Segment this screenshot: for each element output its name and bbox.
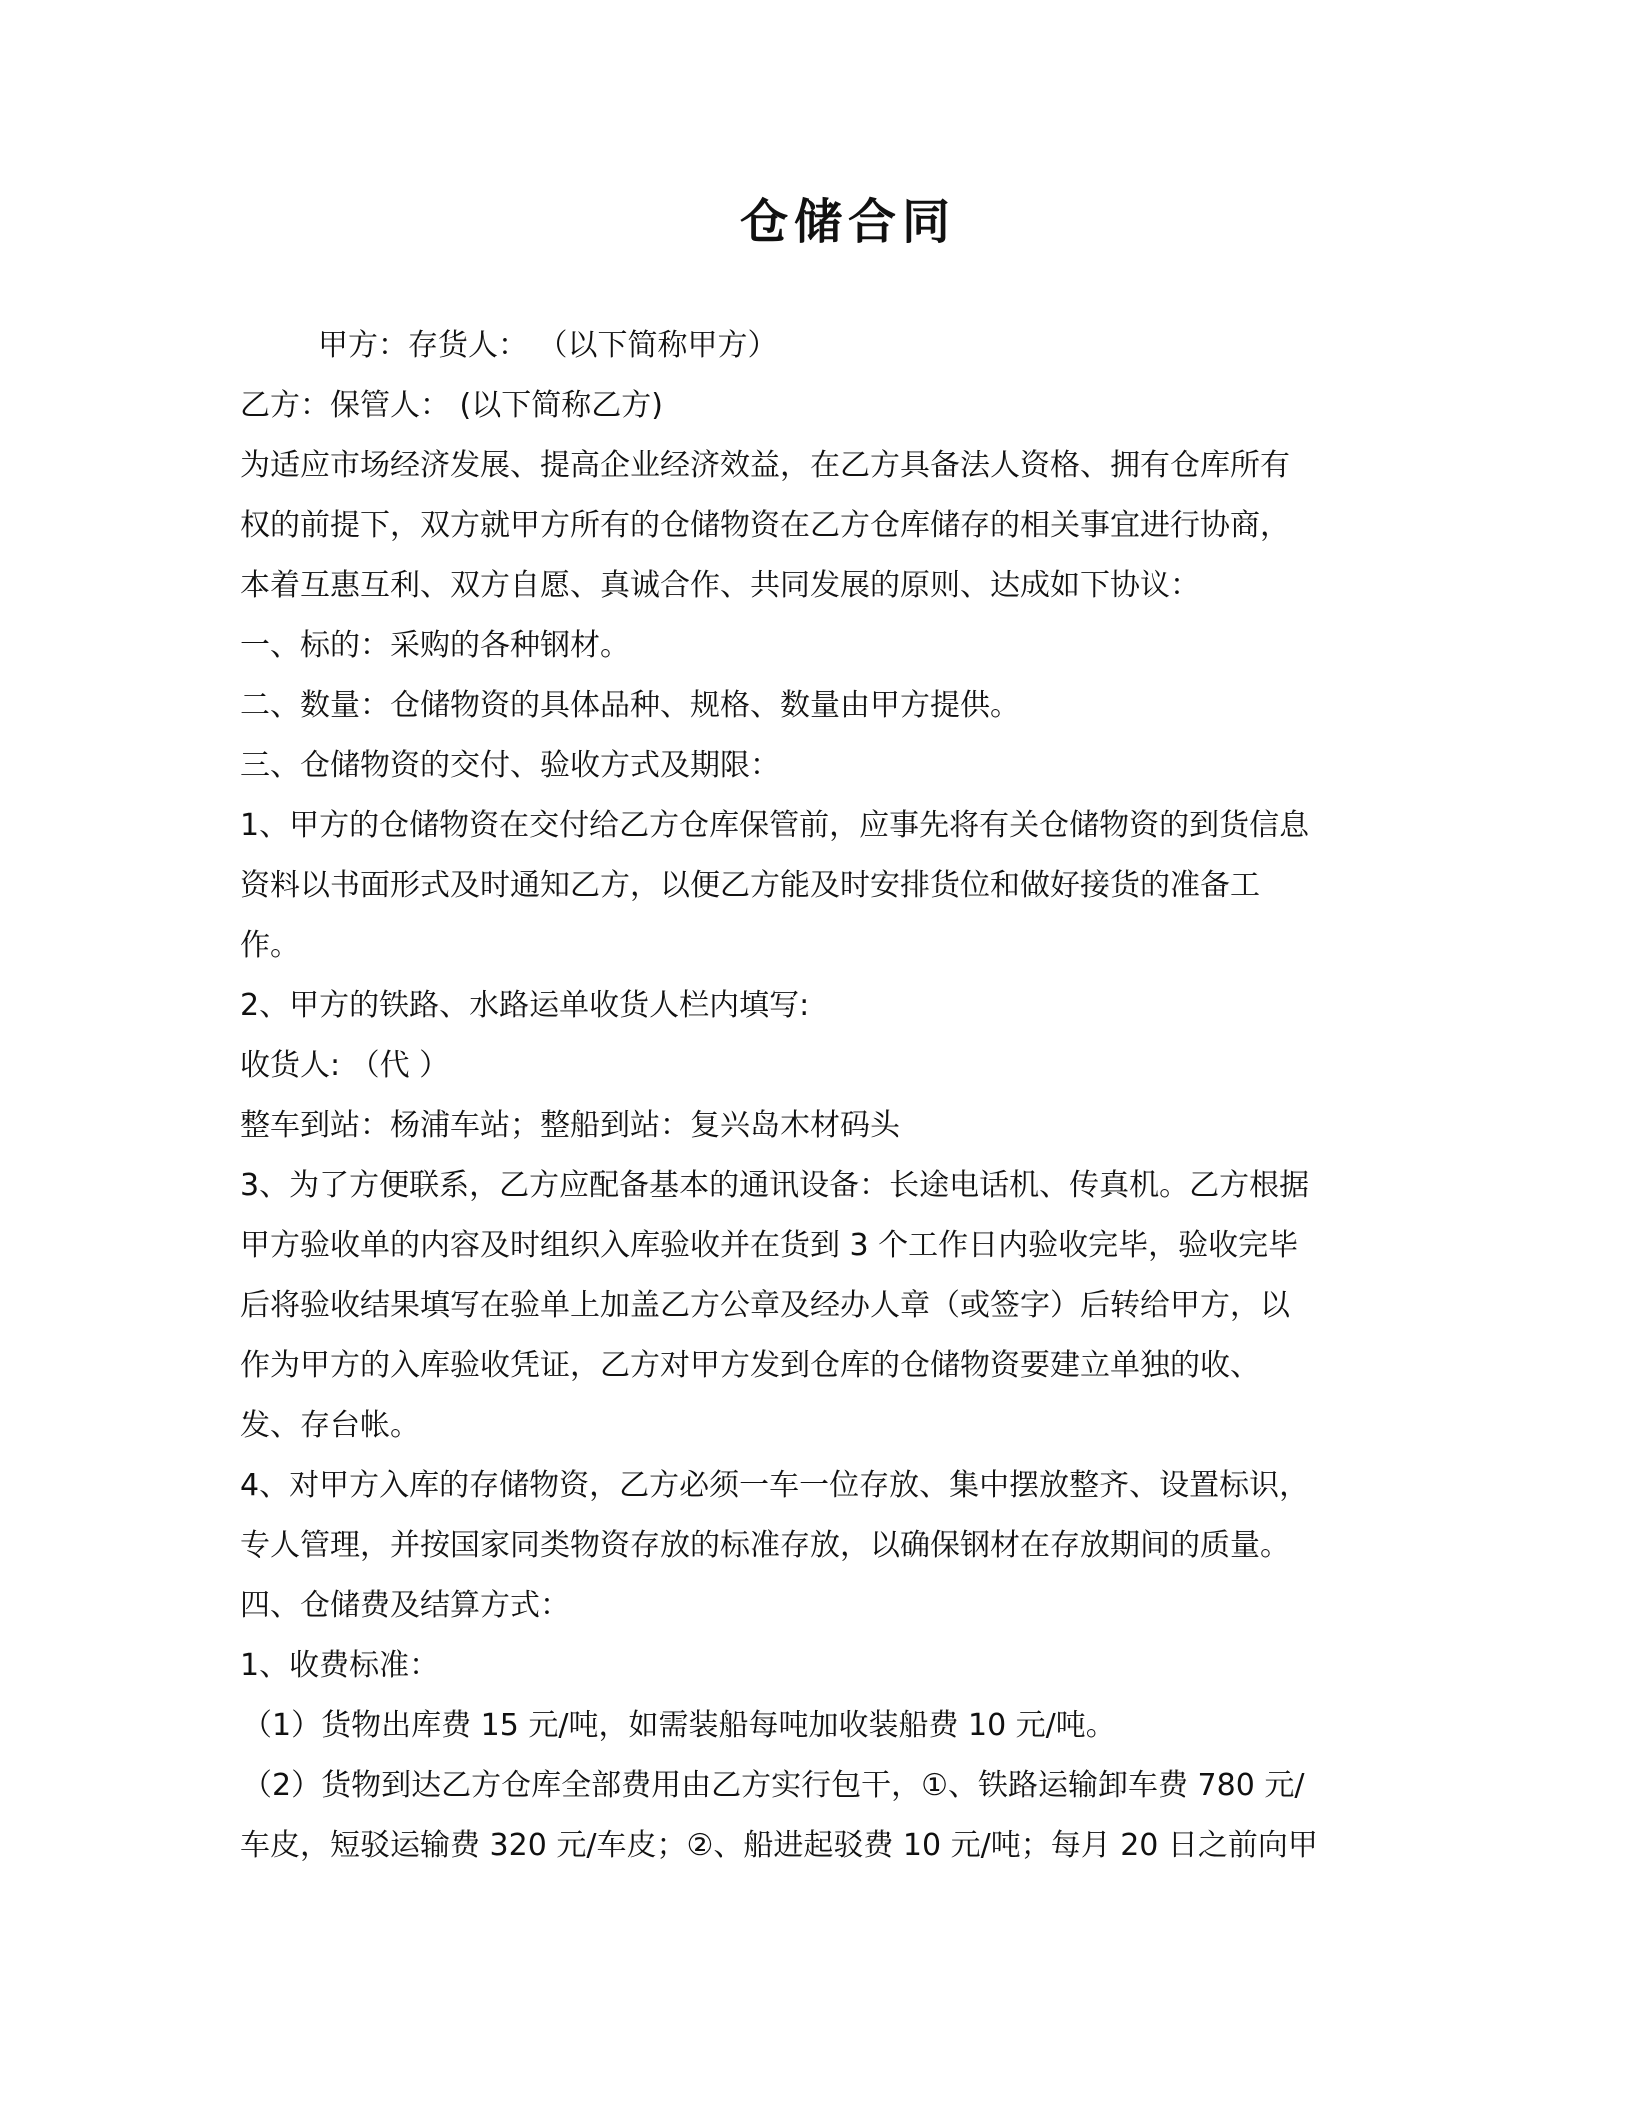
consignee-line: 收货人: （代 ）: [240, 1048, 450, 1083]
clause-3-heading: 三、仓储物资的交付、验收方式及期限：: [240, 748, 780, 783]
preamble-line-3: 本着互惠互利、双方自愿、真诚合作、共同发展的原则、达成如下协议：: [240, 568, 1200, 603]
preamble-line-1: 为适应市场经济发展、提高企业经济效益，在乙方具备法人资格、拥有仓库所有: [240, 448, 1290, 483]
clause-4-item-1: 1、收费标准：: [240, 1648, 440, 1683]
clause-1-subject: 一、标的：采购的各种钢材。: [240, 628, 630, 663]
clause-3-item-1-line-1: 1、甲方的仓储物资在交付给乙方仓库保管前，应事先将有关仓储物资的到货信息: [240, 808, 1310, 843]
fee-item-2-line-2: 车皮，短驳运输费 320 元/车皮；②、船进起驳费 10 元/吨；每月 20 日之前向甲: [240, 1828, 1318, 1863]
clause-3-item-3-line-4: 作为甲方的入库验收凭证，乙方对甲方发到仓库的仓储物资要建立单独的收、: [240, 1348, 1260, 1383]
clause-3-item-3-line-3: 后将验收结果填写在验单上加盖乙方公章及经办人章（或签字）后转给甲方，以: [240, 1288, 1290, 1323]
clause-3-item-3-line-2: 甲方验收单的内容及时组织入库验收并在货到 3 个工作日内验收完毕，验收完毕: [240, 1228, 1299, 1263]
clause-2-quantity: 二、数量：仓储物资的具体品种、规格、数量由甲方提供。: [240, 688, 1020, 723]
fee-item-2-line-1: （2）货物到达乙方仓库全部费用由乙方实行包干，①、铁路运输卸车费 780 元/: [242, 1768, 1305, 1803]
clause-3-item-1-line-2: 资料以书面形式及时通知乙方，以便乙方能及时安排货位和做好接货的准备工: [240, 868, 1260, 903]
document-title: 仓储合同: [739, 194, 956, 250]
clause-3-item-3-line-5: 发、存台帐。: [240, 1408, 420, 1443]
clause-3-item-4-line-2: 专人管理，并按国家同类物资存放的标准存放，以确保钢材在存放期间的质量。: [240, 1528, 1290, 1563]
clause-3-item-1-line-3: 作。: [240, 928, 300, 963]
document-body: [240, 316, 1380, 1876]
clause-4-heading: 四、仓储费及结算方式：: [240, 1588, 570, 1623]
arrival-station-line: 整车到站：杨浦车站；整船到站：复兴岛木材码头: [240, 1108, 900, 1143]
fee-item-1: （1）货物出库费 15 元/吨，如需装船每吨加收装船费 10 元/吨。: [242, 1708, 1116, 1743]
clause-3-item-3-line-1: 3、为了方便联系，乙方应配备基本的通讯设备：长途电话机、传真机。乙方根据: [240, 1168, 1310, 1203]
clause-3-item-2: 2、甲方的铁路、水路运单收货人栏内填写:: [240, 988, 810, 1023]
party-a-line: 甲方：存货人： （以下简称甲方）: [318, 328, 778, 363]
preamble-line-2: 权的前提下，双方就甲方所有的仓储物资在乙方仓库储存的相关事宜进行协商，: [240, 508, 1290, 543]
party-b-line: 乙方：保管人： (以下简称乙方): [240, 388, 663, 423]
clause-3-item-4-line-1: 4、对甲方入库的存储物资，乙方必须一车一位存放、集中摆放整齐、设置标识，: [240, 1468, 1310, 1503]
